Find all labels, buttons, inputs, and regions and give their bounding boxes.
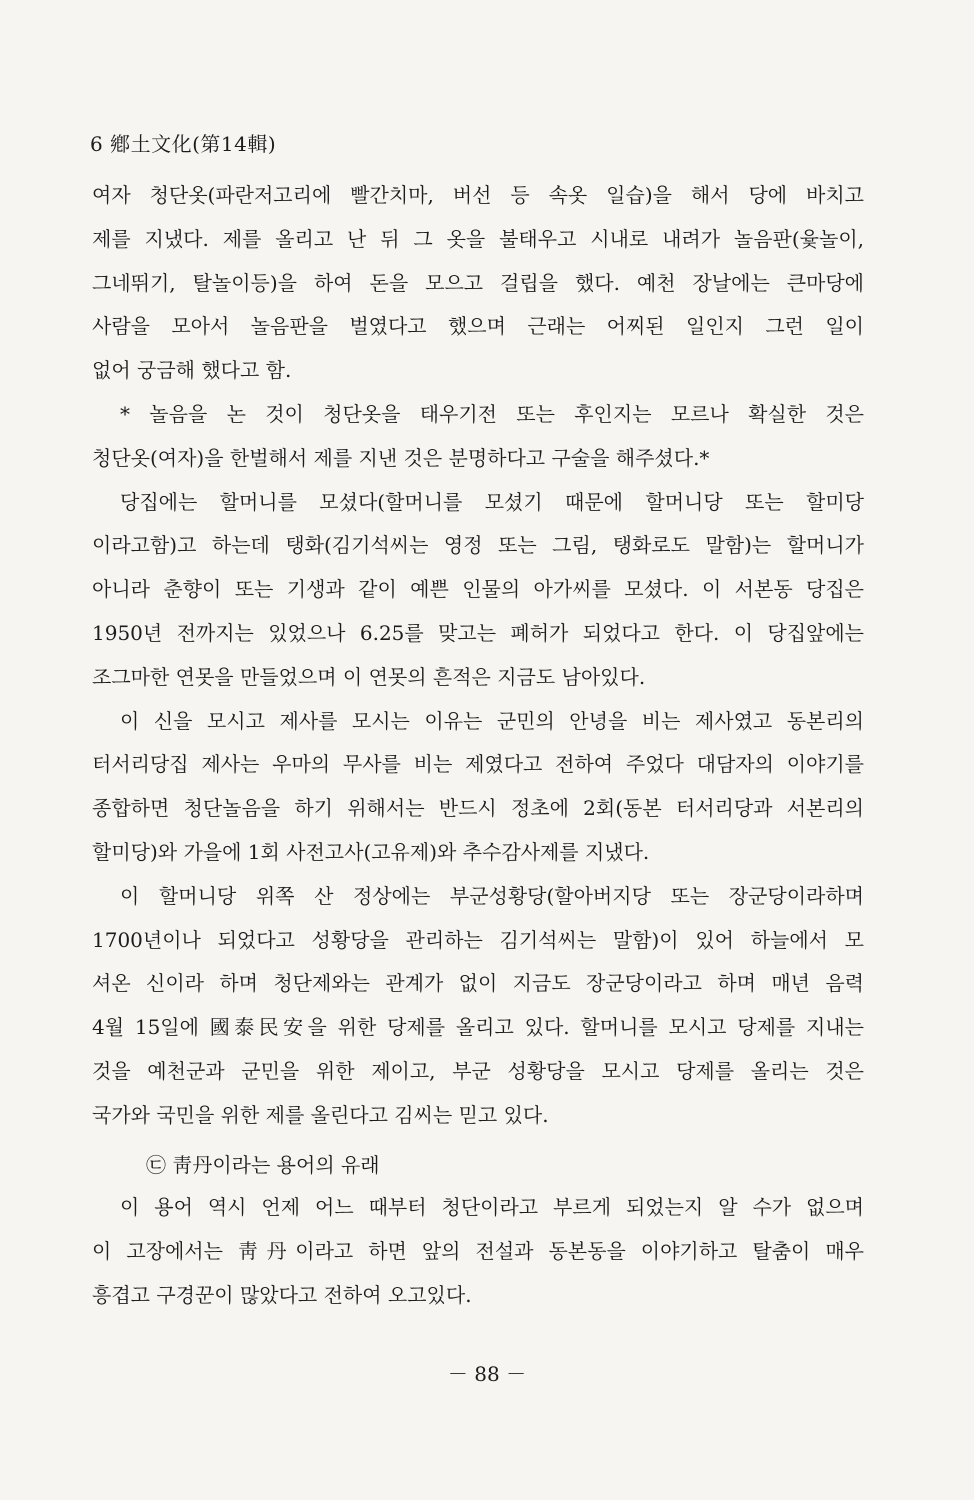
text-line: 없어 궁금해 했다고 함. — [92, 358, 292, 383]
text-line: 이 용어 역시 언제 어느 때부터 청단이라고 부르게 되었는지 알 수가 없으며 — [120, 1195, 864, 1219]
text-line: 아니라 춘향이 또는 기생과 같이 예쁜 인물의 아가씨를 모셨다. 이 서본동 당집은 — [92, 577, 864, 602]
text-line: 이 할머니당 위쪽 산 정상에는 부군성황당(할아버지당 또는 장군당이라하며 — [120, 883, 864, 908]
text-line: 1700년이나 되었다고 성황당을 관리하는 김기석씨는 말함)이 있어 하늘에서 모 — [92, 927, 864, 952]
text-line: 흥겹고 구경꾼이 많았다고 전하여 오고있다. — [92, 1282, 472, 1307]
text-line: 이 신을 모시고 제사를 모시는 이유는 군민의 안녕을 비는 제사였고 동본리의 — [120, 708, 864, 733]
page-header: 6 鄕土文化(第14輯) — [90, 132, 277, 156]
text-line: 여자 청단옷(파란저고리에 빨간치마, 버선 등 속옷 일습)을 해서 당에 바치고 — [92, 183, 864, 207]
text-line: 4월 15일에 國泰民安을 위한 당제를 올리고 있다. 할머니를 모시고 당제를 지내는 — [92, 1015, 864, 1040]
text-line: 종합하면 청단놀음을 하기 위해서는 반드시 정초에 2회(동본 터서리당과 서본리의 — [92, 796, 864, 821]
page-number: － 88 － — [447, 1362, 527, 1386]
text-line: 터서리당집 제사는 우마의 무사를 비는 제였다고 전하여 주었다 대담자의 이야기를 — [92, 752, 864, 777]
text-line: * 놀음을 논 것이 청단옷을 태우기전 또는 후인지는 모르나 확실한 것은 — [120, 401, 864, 426]
body-text — [92, 174, 864, 1138]
text-line: 청단옷(여자)을 한벌해서 제를 지낸 것은 분명하다고 구술을 해주셨다.* — [92, 445, 710, 470]
text-line: 이라고함)고 하는데 탱화(김기석씨는 영정 또는 그림, 탱화로도 말함)는 할머니가 — [92, 533, 864, 558]
text-line: 사람을 모아서 놀음판을 벌였다고 했으며 근래는 어찌된 일인지 그런 일이 — [92, 314, 864, 339]
text-line: 당집에는 할머니를 모셨다(할머니를 모셨기 때문에 할머니당 또는 할미당 — [120, 489, 864, 514]
text-line: 조그마한 연못을 만들었으며 이 연못의 흔적은 지금도 남아있다. — [92, 664, 646, 689]
section-heading: ㉢ 靑丹이라는 용어의 유래 — [146, 1153, 380, 1177]
text-line: 제를 지냈다. 제를 올리고 난 뒤 그 옷을 불태우고 시내로 내려가 놀음판(윷놀이, — [92, 226, 864, 251]
text-line: 할미당)와 가을에 1회 사전고사(고유제)와 추수감사제를 지냈다. — [92, 839, 650, 864]
text-line: 이 고장에서는 靑丹이라고 하면 앞의 전설과 동본동을 이야기하고 탈춤이 매우 — [92, 1238, 864, 1263]
text-line: 것을 예천군과 군민을 위한 제이고, 부군 성황당을 모시고 당제를 올리는 것은 — [92, 1058, 864, 1083]
text-line: 국가와 국민을 위한 제를 올린다고 김씨는 믿고 있다. — [92, 1102, 549, 1127]
text-line: 1950년 전까지는 있었으나 6.25를 맞고는 폐허가 되었다고 한다. 이 당집앞에는 — [92, 620, 864, 645]
text-line: 그네뛰기, 탈놀이등)을 하여 돈을 모으고 걸립을 했다. 예천 장날에는 큰마당에 — [92, 270, 864, 295]
text-line: 셔온 신이라 하며 청단제와는 관계가 없이 지금도 장군당이라고 하며 매년 음력 — [92, 971, 864, 996]
section-text — [92, 1186, 864, 1317]
